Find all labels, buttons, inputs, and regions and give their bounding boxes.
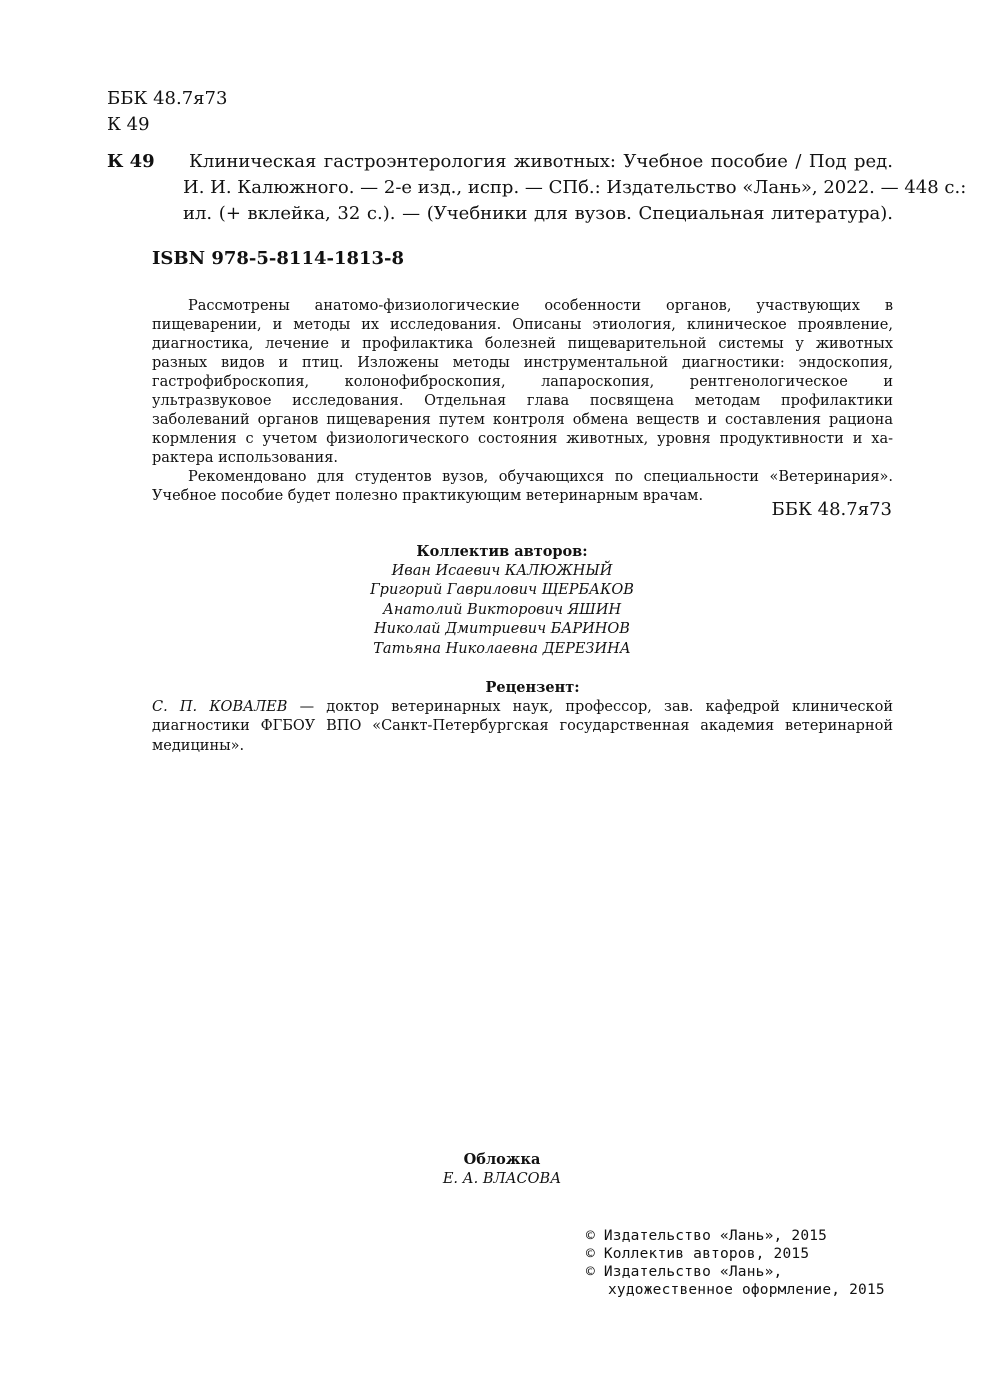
author-given-names: Анатолий Викторович	[382, 601, 563, 618]
reviewer-block	[152, 678, 893, 756]
copyright-notices	[586, 1227, 896, 1299]
bbk-code-right: ББК 48.7я73	[771, 499, 892, 520]
author-surname: КАЛЮЖНЫЙ	[504, 562, 613, 579]
copyright-line: © Издательство «Лань», 2015	[586, 1228, 828, 1244]
author-mark: К 49	[107, 114, 150, 135]
author-surname: ДЕРЕЗИНА	[542, 640, 631, 657]
bibliographic-author-mark: К 49	[107, 151, 155, 172]
cover-credit	[152, 1150, 852, 1189]
copyright-line: © Издательство «Лань»,	[586, 1264, 783, 1280]
reviewer-name: С. П. КОВАЛЕВ	[152, 698, 288, 715]
bibliographic-line-3: ил. (+ вклейка, 32 с.). — (Учебники для вузов. Специальная литература).	[183, 203, 893, 224]
authors-block	[152, 542, 852, 659]
author-entry	[152, 640, 852, 660]
copyright-line: © Коллектив авторов, 2015	[586, 1246, 810, 1262]
bibliographic-line-2: И. И. Калюжного. — 2-е изд., испр. — СПб.: Издательство «Лань», 2022. — 448 с.:	[183, 177, 967, 198]
author-surname: БАРИНОВ	[550, 621, 630, 637]
cover-heading: Обложка	[463, 1151, 541, 1168]
abstract-paragraph: Рассмотрены анатомо-физиологические особенности органов, участвующих в пищеварении, и методы их исследования. Описаны этиология, клиническое проявление, диагностика, лечение и профилактика болезней пищеварительной системы у животных разных видов и птиц. Изложены методы инструментальной диагностики: эндоскопия, гастрофиброскопия, колонофиброскопия, лапароскопия, рентгенологическое и ультразвуковое исследования. Отдельная глава посвящена методам профилактики заболеваний органов пищеварения путем контроля обмена веществ и составления рациона кормления с учетом физиологического состояния животных, уровня продуктивности и характера использования.	[152, 298, 893, 466]
author-entry	[152, 581, 852, 601]
abstract-paragraph: Рекомендовано для студентов вузов, обучающихся по специальности «Ветеринария». Учебное пособие будет полезно практикующим ветеринарным врачам.	[152, 469, 893, 504]
author-surname: ЯШИН	[567, 601, 622, 618]
reviewer-description: — доктор ветеринарных наук, профессор, зав. кафедрой клинической диагностики ФГБОУ ВПО «Санкт-Петербургская государственная академия ветеринарной медицины».	[152, 698, 893, 754]
isbn: ISBN 978-5-8114-1813-8	[152, 248, 405, 269]
abstract	[152, 297, 893, 506]
bibliographic-line-1: Клиническая гастроэнтерология животных: Учебное пособие / Под ред.	[189, 151, 893, 172]
cover-artist: Е. А. ВЛАСОВА	[442, 1170, 562, 1187]
author-given-names: Григорий Гаврилович	[370, 582, 537, 598]
authors-heading: Коллектив авторов:	[416, 543, 588, 560]
author-given-names: Николай Дмитриевич	[374, 621, 547, 637]
author-given-names: Иван Исаевич	[391, 562, 501, 579]
copyright-line: художественное оформление, 2015	[608, 1282, 885, 1298]
author-given-names: Татьяна Николаевна	[373, 640, 539, 657]
reviewer-text	[152, 698, 893, 757]
author-entry	[152, 601, 852, 621]
bbk-code: ББК 48.7я73	[107, 88, 228, 109]
author-surname: ЩЕРБАКОВ	[541, 582, 634, 598]
author-entry	[152, 562, 852, 582]
author-entry	[152, 620, 852, 640]
reviewer-heading: Рецензент:	[485, 679, 580, 696]
